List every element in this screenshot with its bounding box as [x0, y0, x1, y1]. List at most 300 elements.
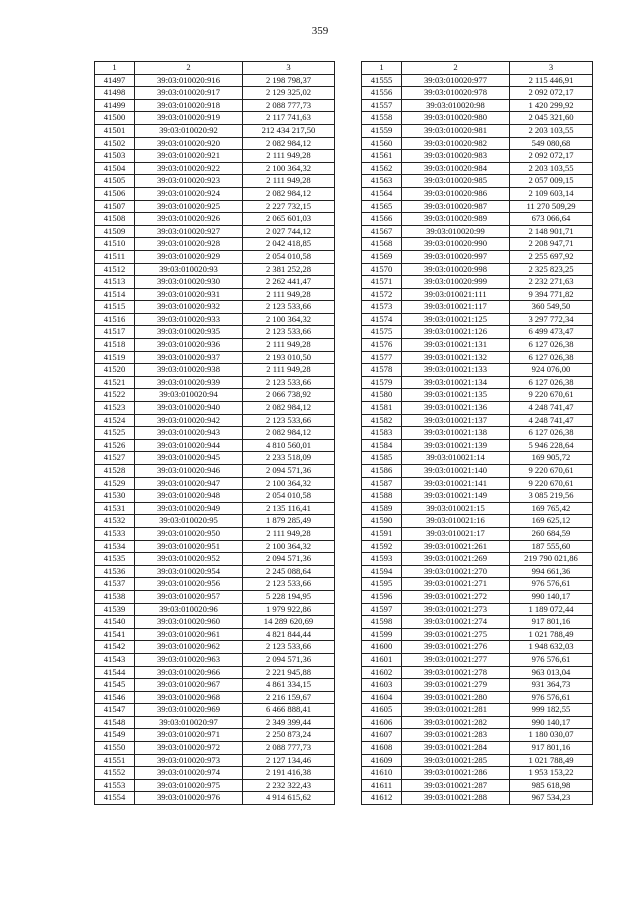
- right-table-body: [362, 74, 593, 804]
- table-row: [362, 112, 593, 125]
- value-cell: 2 100 364,32: [243, 540, 335, 553]
- table-row: [95, 704, 335, 717]
- table-row: [362, 742, 593, 755]
- value-cell: 2 227 732,15: [243, 200, 335, 213]
- table-row: [95, 238, 335, 251]
- value-cell: 2 245 088,64: [243, 565, 335, 578]
- row-number-cell: 41512: [95, 263, 135, 276]
- cadastral-number-cell: 39:03:010020:936: [135, 339, 243, 352]
- table-row: [362, 515, 593, 528]
- value-cell: 9 220 670,61: [510, 465, 593, 478]
- row-number-cell: 41606: [362, 716, 402, 729]
- cadastral-number-cell: 39:03:010020:962: [135, 641, 243, 654]
- row-number-cell: 41595: [362, 578, 402, 591]
- value-cell: 2 100 364,32: [243, 477, 335, 490]
- cadastral-number-cell: 39:03:010020:926: [135, 213, 243, 226]
- table-row: [362, 137, 593, 150]
- cadastral-number-cell: 39:03:010020:950: [135, 527, 243, 540]
- table-row: [95, 578, 335, 591]
- row-number-cell: 41530: [95, 490, 135, 503]
- row-number-cell: 41608: [362, 742, 402, 755]
- value-cell: 2 111 949,28: [243, 339, 335, 352]
- row-number-cell: 41533: [95, 527, 135, 540]
- value-cell: 6 499 473,47: [510, 326, 593, 339]
- table-row: [362, 540, 593, 553]
- cadastral-number-cell: 39:03:010020:922: [135, 162, 243, 175]
- table-row: [362, 754, 593, 767]
- cadastral-number-cell: 39:03:010020:917: [135, 87, 243, 100]
- table-row: [362, 150, 593, 163]
- row-number-cell: 41561: [362, 150, 402, 163]
- table-row: [362, 87, 593, 100]
- cadastral-number-cell: 39:03:010021:138: [402, 427, 510, 440]
- row-number-cell: 41571: [362, 276, 402, 289]
- cadastral-number-cell: 39:03:010021:285: [402, 754, 510, 767]
- value-cell: 3 297 772,34: [510, 313, 593, 326]
- table-row: [95, 175, 335, 188]
- row-number-cell: 41519: [95, 351, 135, 364]
- value-cell: 2 054 010,58: [243, 490, 335, 503]
- value-cell: 2 127 134,46: [243, 754, 335, 767]
- table-row: [95, 351, 335, 364]
- cadastral-number-cell: 39:03:010021:281: [402, 704, 510, 717]
- row-number-cell: 41609: [362, 754, 402, 767]
- cadastral-number-cell: 39:03:010021:286: [402, 767, 510, 780]
- value-cell: 2 193 010,50: [243, 351, 335, 364]
- column-header-3: 3: [510, 62, 593, 75]
- value-cell: 2 250 873,24: [243, 729, 335, 742]
- row-number-cell: 41598: [362, 616, 402, 629]
- table-row: [95, 439, 335, 452]
- row-number-cell: 41563: [362, 175, 402, 188]
- row-number-cell: 41514: [95, 288, 135, 301]
- cadastral-number-cell: 39:03:010020:945: [135, 452, 243, 465]
- cadastral-number-cell: 39:03:010020:923: [135, 175, 243, 188]
- row-number-cell: 41612: [362, 792, 402, 805]
- value-cell: 917 801,16: [510, 742, 593, 755]
- row-number-cell: 41503: [95, 150, 135, 163]
- table-row: [95, 301, 335, 314]
- table-row: [95, 754, 335, 767]
- table-row: [362, 162, 593, 175]
- row-number-cell: 41521: [95, 376, 135, 389]
- cadastral-number-cell: 39:03:010020:976: [135, 792, 243, 805]
- cadastral-number-cell: 39:03:010020:924: [135, 187, 243, 200]
- table-row: [95, 779, 335, 792]
- row-number-cell: 41574: [362, 313, 402, 326]
- row-number-cell: 41594: [362, 565, 402, 578]
- table-row: [362, 603, 593, 616]
- cadastral-number-cell: 39:03:010020:918: [135, 99, 243, 112]
- table-row: [362, 276, 593, 289]
- column-header-1: 1: [362, 62, 402, 75]
- value-cell: 169 765,42: [510, 502, 593, 515]
- value-cell: 1 420 299,92: [510, 99, 593, 112]
- row-number-cell: 41556: [362, 87, 402, 100]
- left-table-body: [95, 74, 335, 804]
- table-row: [95, 376, 335, 389]
- value-cell: 169 905,72: [510, 452, 593, 465]
- row-number-cell: 41499: [95, 99, 135, 112]
- row-number-cell: 41505: [95, 175, 135, 188]
- table-row: [95, 590, 335, 603]
- table-row: [95, 628, 335, 641]
- value-cell: 260 684,59: [510, 527, 593, 540]
- table-row: [362, 364, 593, 377]
- row-number-cell: 41601: [362, 653, 402, 666]
- row-number-cell: 41585: [362, 452, 402, 465]
- row-number-cell: 41528: [95, 465, 135, 478]
- table-row: [95, 74, 335, 87]
- value-cell: 985 618,98: [510, 779, 593, 792]
- table-row: [95, 99, 335, 112]
- table-row: [95, 679, 335, 692]
- row-number-cell: 41567: [362, 225, 402, 238]
- value-cell: 5 228 194,95: [243, 590, 335, 603]
- row-number-cell: 41537: [95, 578, 135, 591]
- row-number-cell: 41515: [95, 301, 135, 314]
- table-row: [362, 616, 593, 629]
- row-number-cell: 41589: [362, 502, 402, 515]
- cadastral-number-cell: 39:03:010020:963: [135, 653, 243, 666]
- cadastral-number-cell: 39:03:010021:14: [402, 452, 510, 465]
- cadastral-number-cell: 39:03:010020:916: [135, 74, 243, 87]
- value-cell: 924 076,00: [510, 364, 593, 377]
- table-header-row: [95, 62, 335, 75]
- cadastral-number-cell: 39:03:010020:954: [135, 565, 243, 578]
- table-row: [95, 263, 335, 276]
- table-row: [95, 112, 335, 125]
- table-row: [362, 767, 593, 780]
- table-row: [362, 465, 593, 478]
- cadastral-number-cell: 39:03:010020:968: [135, 691, 243, 704]
- value-cell: 2 065 601,03: [243, 213, 335, 226]
- row-number-cell: 41587: [362, 477, 402, 490]
- row-number-cell: 41550: [95, 742, 135, 755]
- row-number-cell: 41562: [362, 162, 402, 175]
- value-cell: 2 100 364,32: [243, 313, 335, 326]
- table-row: [362, 666, 593, 679]
- row-number-cell: 41583: [362, 427, 402, 440]
- table-row: [362, 301, 593, 314]
- table-row: [362, 792, 593, 805]
- value-cell: 1 879 285,49: [243, 515, 335, 528]
- cadastral-number-cell: 39:03:010021:279: [402, 679, 510, 692]
- cadastral-number-cell: 39:03:010021:17: [402, 527, 510, 540]
- row-number-cell: 41610: [362, 767, 402, 780]
- row-number-cell: 41577: [362, 351, 402, 364]
- cadastral-number-cell: 39:03:010020:95: [135, 515, 243, 528]
- row-number-cell: 41518: [95, 339, 135, 352]
- column-header-1: 1: [95, 62, 135, 75]
- table-row: [362, 502, 593, 515]
- cadastral-number-cell: 39:03:010020:967: [135, 679, 243, 692]
- value-cell: 2 123 533,66: [243, 641, 335, 654]
- table-row: [95, 225, 335, 238]
- value-cell: 2 066 738,92: [243, 389, 335, 402]
- row-number-cell: 41558: [362, 112, 402, 125]
- row-number-cell: 41607: [362, 729, 402, 742]
- row-number-cell: 41524: [95, 414, 135, 427]
- table-row: [362, 225, 593, 238]
- table-row: [362, 313, 593, 326]
- cadastral-number-cell: 39:03:010021:287: [402, 779, 510, 792]
- table-row: [362, 326, 593, 339]
- value-cell: 976 576,61: [510, 578, 593, 591]
- row-number-cell: 41603: [362, 679, 402, 692]
- value-cell: 2 208 947,71: [510, 238, 593, 251]
- row-number-cell: 41535: [95, 553, 135, 566]
- value-cell: 212 434 217,50: [243, 124, 335, 137]
- value-cell: 1 021 788,49: [510, 754, 593, 767]
- value-cell: 2 117 741,63: [243, 112, 335, 125]
- value-cell: 2 262 441,47: [243, 276, 335, 289]
- row-number-cell: 41536: [95, 565, 135, 578]
- cadastral-number-cell: 39:03:010021:149: [402, 490, 510, 503]
- row-number-cell: 41527: [95, 452, 135, 465]
- value-cell: 2 094 571,36: [243, 465, 335, 478]
- value-cell: 2 111 949,28: [243, 288, 335, 301]
- row-number-cell: 41569: [362, 250, 402, 263]
- cadastral-number-cell: 39:03:010020:990: [402, 238, 510, 251]
- cadastral-number-cell: 39:03:010020:948: [135, 490, 243, 503]
- cadastral-number-cell: 39:03:010021:283: [402, 729, 510, 742]
- value-cell: 2 123 533,66: [243, 301, 335, 314]
- table-row: [95, 653, 335, 666]
- row-number-cell: 41546: [95, 691, 135, 704]
- value-cell: 2 216 159,67: [243, 691, 335, 704]
- value-cell: 2 082 984,12: [243, 187, 335, 200]
- cadastral-number-cell: 39:03:010020:942: [135, 414, 243, 427]
- cadastral-number-cell: 39:03:010021:134: [402, 376, 510, 389]
- row-number-cell: 41578: [362, 364, 402, 377]
- table-header-row: [362, 62, 593, 75]
- table-row: [95, 162, 335, 175]
- row-number-cell: 41580: [362, 389, 402, 402]
- table-row: [362, 124, 593, 137]
- cadastral-number-cell: 39:03:010020:939: [135, 376, 243, 389]
- table-row: [95, 124, 335, 137]
- table-row: [95, 452, 335, 465]
- row-number-cell: 41540: [95, 616, 135, 629]
- cadastral-number-cell: 39:03:010020:929: [135, 250, 243, 263]
- row-number-cell: 41602: [362, 666, 402, 679]
- cadastral-number-cell: 39:03:010021:139: [402, 439, 510, 452]
- row-number-cell: 41504: [95, 162, 135, 175]
- row-number-cell: 41510: [95, 238, 135, 251]
- value-cell: 1 948 632,03: [510, 641, 593, 654]
- cadastral-number-cell: 39:03:010020:975: [135, 779, 243, 792]
- cadastral-number-cell: 39:03:010021:274: [402, 616, 510, 629]
- row-number-cell: 41566: [362, 213, 402, 226]
- row-number-cell: 41599: [362, 628, 402, 641]
- cadastral-number-cell: 39:03:010020:99: [402, 225, 510, 238]
- cadastral-number-cell: 39:03:010021:284: [402, 742, 510, 755]
- table-row: [95, 326, 335, 339]
- row-number-cell: 41591: [362, 527, 402, 540]
- cadastral-number-cell: 39:03:010021:271: [402, 578, 510, 591]
- row-number-cell: 41508: [95, 213, 135, 226]
- cadastral-number-cell: 39:03:010020:983: [402, 150, 510, 163]
- value-cell: 169 625,12: [510, 515, 593, 528]
- cadastral-number-cell: 39:03:010021:135: [402, 389, 510, 402]
- row-number-cell: 41573: [362, 301, 402, 314]
- table-row: [95, 490, 335, 503]
- row-number-cell: 41600: [362, 641, 402, 654]
- cadastral-number-cell: 39:03:010020:928: [135, 238, 243, 251]
- row-number-cell: 41531: [95, 502, 135, 515]
- value-cell: 2 349 399,44: [243, 716, 335, 729]
- row-number-cell: 41581: [362, 402, 402, 415]
- row-number-cell: 41538: [95, 590, 135, 603]
- value-cell: 2 082 984,12: [243, 137, 335, 150]
- value-cell: 2 111 949,28: [243, 527, 335, 540]
- value-cell: 1 021 788,49: [510, 628, 593, 641]
- cadastral-number-cell: 39:03:010021:269: [402, 553, 510, 566]
- table-row: [95, 565, 335, 578]
- row-number-cell: 41586: [362, 465, 402, 478]
- row-number-cell: 41534: [95, 540, 135, 553]
- row-number-cell: 41502: [95, 137, 135, 150]
- table-row: [362, 716, 593, 729]
- cadastral-number-cell: 39:03:010020:944: [135, 439, 243, 452]
- row-number-cell: 41545: [95, 679, 135, 692]
- row-number-cell: 41553: [95, 779, 135, 792]
- column-header-3: 3: [243, 62, 335, 75]
- value-cell: 549 080,68: [510, 137, 593, 150]
- table-row: [362, 238, 593, 251]
- value-cell: 963 013,04: [510, 666, 593, 679]
- row-number-cell: 41564: [362, 187, 402, 200]
- row-number-cell: 41529: [95, 477, 135, 490]
- row-number-cell: 41568: [362, 238, 402, 251]
- table-row: [95, 187, 335, 200]
- row-number-cell: 41517: [95, 326, 135, 339]
- cadastral-number-cell: 39:03:010020:931: [135, 288, 243, 301]
- table-row: [95, 200, 335, 213]
- row-number-cell: 41509: [95, 225, 135, 238]
- value-cell: 976 576,61: [510, 691, 593, 704]
- value-cell: 11 270 509,29: [510, 200, 593, 213]
- cadastral-number-cell: 39:03:010021:282: [402, 716, 510, 729]
- value-cell: 4 914 615,62: [243, 792, 335, 805]
- value-cell: 6 127 026,38: [510, 339, 593, 352]
- table-row: [95, 477, 335, 490]
- cadastral-number-cell: 39:03:010021:132: [402, 351, 510, 364]
- value-cell: 2 111 949,28: [243, 364, 335, 377]
- row-number-cell: 41551: [95, 754, 135, 767]
- value-cell: 2 203 103,55: [510, 162, 593, 175]
- value-cell: 2 232 322,43: [243, 779, 335, 792]
- value-cell: 9 220 670,61: [510, 477, 593, 490]
- table-row: [95, 527, 335, 540]
- cadastral-number-cell: 39:03:010021:140: [402, 465, 510, 478]
- cadastral-number-cell: 39:03:010021:136: [402, 402, 510, 415]
- table-row: [362, 653, 593, 666]
- cadastral-number-cell: 39:03:010020:969: [135, 704, 243, 717]
- value-cell: 990 140,17: [510, 716, 593, 729]
- cadastral-number-cell: 39:03:010020:986: [402, 187, 510, 200]
- cadastral-number-cell: 39:03:010020:997: [402, 250, 510, 263]
- value-cell: 219 790 021,86: [510, 553, 593, 566]
- cadastral-number-cell: 39:03:010020:951: [135, 540, 243, 553]
- cadastral-number-cell: 39:03:010020:966: [135, 666, 243, 679]
- cadastral-number-cell: 39:03:010020:977: [402, 74, 510, 87]
- row-number-cell: 41554: [95, 792, 135, 805]
- row-number-cell: 41579: [362, 376, 402, 389]
- table-row: [362, 553, 593, 566]
- table-row: [362, 339, 593, 352]
- table-row: [95, 540, 335, 553]
- value-cell: 1 953 153,22: [510, 767, 593, 780]
- value-cell: 2 111 949,28: [243, 150, 335, 163]
- value-cell: 2 054 010,58: [243, 250, 335, 263]
- value-cell: 2 203 103,55: [510, 124, 593, 137]
- row-number-cell: 41543: [95, 653, 135, 666]
- value-cell: 2 115 446,91: [510, 74, 593, 87]
- value-cell: 4 861 334,15: [243, 679, 335, 692]
- cadastral-number-cell: 39:03:010021:141: [402, 477, 510, 490]
- row-number-cell: 41593: [362, 553, 402, 566]
- table-row: [95, 666, 335, 679]
- cadastral-number-cell: 39:03:010020:919: [135, 112, 243, 125]
- table-row: [362, 288, 593, 301]
- value-cell: 6 466 888,41: [243, 704, 335, 717]
- value-cell: 1 189 072,44: [510, 603, 593, 616]
- row-number-cell: 41547: [95, 704, 135, 717]
- value-cell: 990 140,17: [510, 590, 593, 603]
- value-cell: 6 127 026,38: [510, 376, 593, 389]
- value-cell: 9 394 771,82: [510, 288, 593, 301]
- value-cell: 2 255 697,92: [510, 250, 593, 263]
- cadastral-number-cell: 39:03:010021:275: [402, 628, 510, 641]
- table-row: [362, 99, 593, 112]
- cadastral-number-cell: 39:03:010020:973: [135, 754, 243, 767]
- cadastral-number-cell: 39:03:010020:980: [402, 112, 510, 125]
- row-number-cell: 41513: [95, 276, 135, 289]
- table-row: [95, 250, 335, 263]
- table-row: [362, 213, 593, 226]
- page-number: 359: [311, 25, 329, 37]
- row-number-cell: 41597: [362, 603, 402, 616]
- value-cell: 2 057 009,15: [510, 175, 593, 188]
- cadastral-number-cell: 39:03:010020:940: [135, 402, 243, 415]
- value-cell: 4 810 560,01: [243, 439, 335, 452]
- row-number-cell: 41523: [95, 402, 135, 415]
- table-row: [95, 339, 335, 352]
- cadastral-number-cell: 39:03:010020:943: [135, 427, 243, 440]
- cadastral-number-cell: 39:03:010020:978: [402, 87, 510, 100]
- cadastral-number-cell: 39:03:010021:277: [402, 653, 510, 666]
- row-number-cell: 41559: [362, 124, 402, 137]
- table-row: [362, 641, 593, 654]
- row-number-cell: 41590: [362, 515, 402, 528]
- table-row: [95, 137, 335, 150]
- table-row: [95, 729, 335, 742]
- value-cell: 673 066,64: [510, 213, 593, 226]
- row-number-cell: 41500: [95, 112, 135, 125]
- value-cell: 2 082 984,12: [243, 427, 335, 440]
- row-number-cell: 41497: [95, 74, 135, 87]
- cadastral-number-cell: 39:03:010021:261: [402, 540, 510, 553]
- value-cell: 5 946 228,64: [510, 439, 593, 452]
- table-row: [95, 515, 335, 528]
- cadastral-number-cell: 39:03:010020:946: [135, 465, 243, 478]
- row-number-cell: 41560: [362, 137, 402, 150]
- value-cell: 2 042 418,85: [243, 238, 335, 251]
- value-cell: 2 135 116,41: [243, 502, 335, 515]
- row-number-cell: 41541: [95, 628, 135, 641]
